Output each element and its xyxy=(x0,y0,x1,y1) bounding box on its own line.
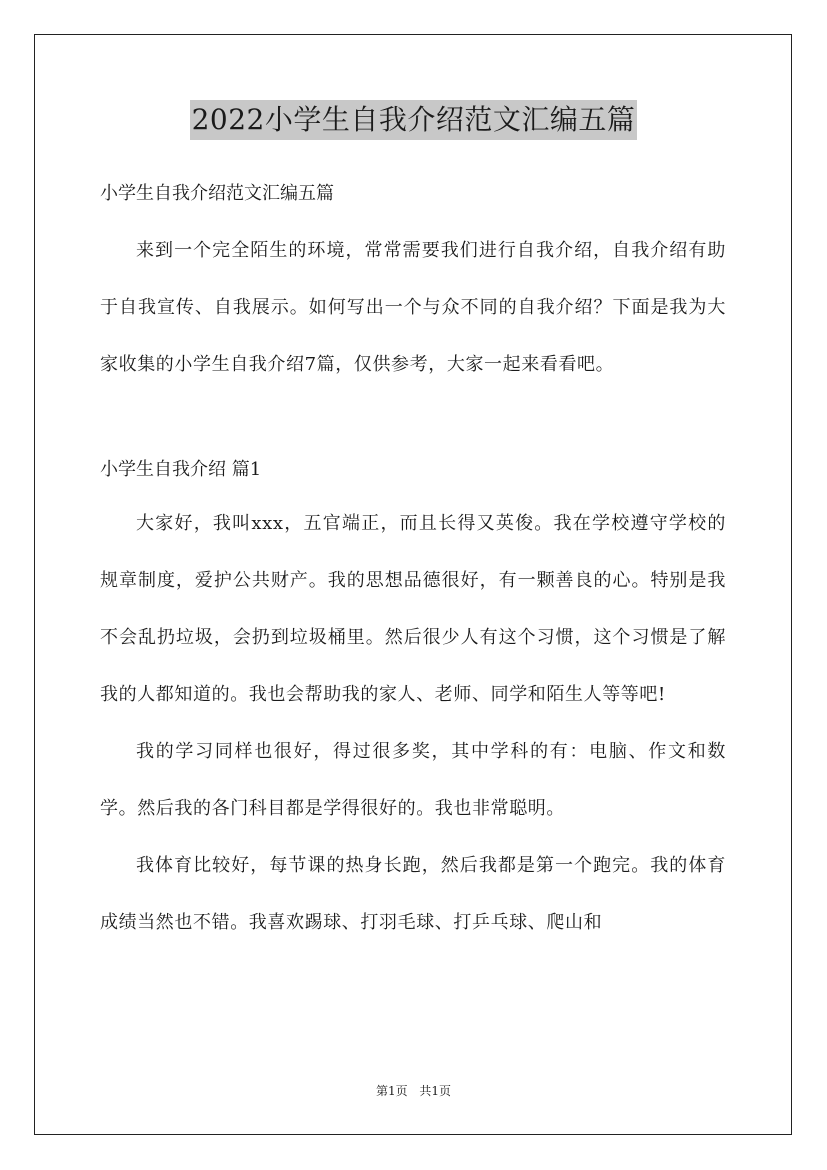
page-footer xyxy=(0,1083,827,1099)
body-paragraph-2: 我的学习同样也很好，得过很多奖，其中学科的有：电脑、作文和数学。然后我的各门科目都是学得很好的。我也非常聪明。 xyxy=(100,741,726,819)
body-paragraph-1: 大家好，我叫xxx，五官端正，而且长得又英俊。我在学校遵守学校的规章制度，爱护公共财产。我的思想品德很好，有一颗善良的心。特别是我不会乱扔垃圾，会扔到垃圾桶里。然后很少人有这个习惯，这个习惯是了解我的人都知道的。我也会帮助我的家人、老师、同学和陌生人等等吧! xyxy=(100,513,726,705)
total-pages: 共1页 xyxy=(419,1084,452,1098)
document-title: 2022小学生自我介绍范文汇编五篇 xyxy=(190,100,638,140)
page-number: 第1页 xyxy=(375,1084,408,1098)
body-paragraph-3: 我体育比较好，每节课的热身长跑，然后我都是第一个跑完。我的体育成绩当然也不错。我喜欢踢球、打羽毛球、打乒乓球、爬山和 xyxy=(100,855,726,933)
title-container xyxy=(0,100,827,140)
intro-paragraph: 来到一个完全陌生的环境，常常需要我们进行自我介绍，自我介绍有助于自我宣传、自我展示。如何写出一个与众不同的自我介绍？下面是我为大家收集的小学生自我介绍7篇，仅供参考，大家一起来看看吧。 xyxy=(100,240,726,375)
document-subtitle: 小学生自我介绍范文汇编五篇 xyxy=(100,183,334,204)
section-heading: 小学生自我介绍 篇1 xyxy=(100,459,262,480)
document-body xyxy=(100,166,726,951)
